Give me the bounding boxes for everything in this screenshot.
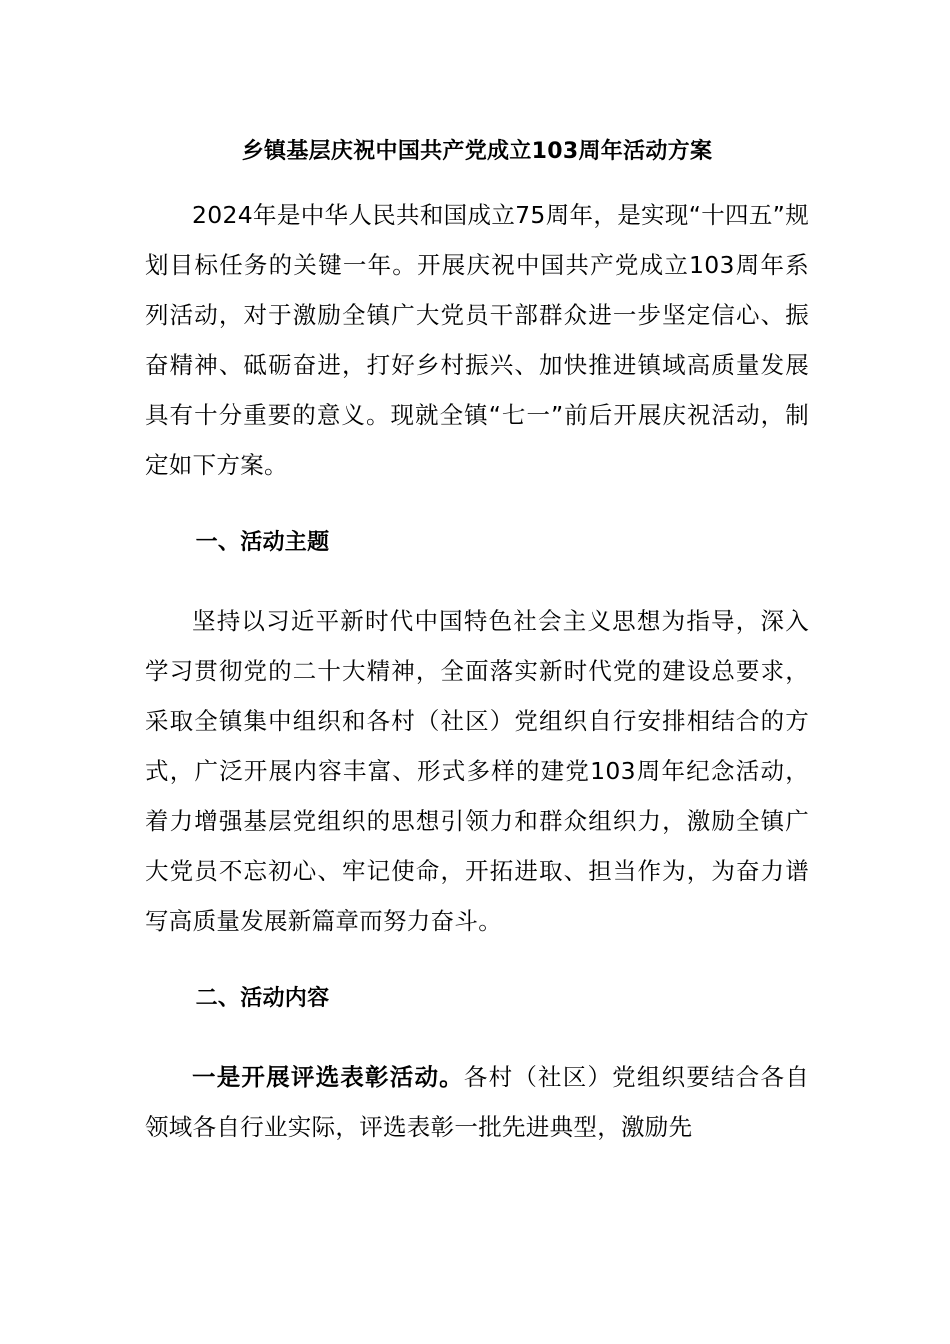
theme-paragraph: 坚持以习近平新时代中国特色社会主义思想为指导，深入学习贯彻党的二十大精神，全面落实新时代党的建设总要求，采取全镇集中组织和各村（社区）党组织自行安排相结合的方式，广泛开展内容丰富、形式多样的建党103周年纪念活动，着力增强基层党组织的思想引领力和群众组织力，激励全镇广大党员不忘初心、牢记使命，开拓进取、担当作为，为奋力谱写高质量发展新篇章而努力奋斗。 <box>145 607 809 935</box>
intro-paragraph: 2024年是中华人民共和国成立75周年，是实现“十四五”规划目标任务的关键一年。开展庆祝中国共产党成立103周年系列活动，对于激励全镇广大党员干部群众进一步坚定信心、振奋精神、砥砺奋进，打好乡村振兴、加快推进镇域高质量发展具有十分重要的意义。现就全镇“七一”前后开展庆祝活动，制定如下方案。 <box>145 201 809 479</box>
content-item-lead: 一是开展评选表彰活动。 <box>192 1063 464 1091</box>
section-heading-theme: 一、活动主题 <box>195 530 330 555</box>
content-item-paragraph <box>145 1052 809 1152</box>
section-heading-content: 二、活动内容 <box>195 986 330 1011</box>
document-title: 乡镇基层庆祝中国共产党成立103周年活动方案 <box>241 139 713 164</box>
content-item-body: 各村（社区）党组织要结合各自领域各自行业实际，评选表彰一批先进典型，激励先 <box>145 1063 809 1141</box>
document-body <box>145 128 809 1152</box>
